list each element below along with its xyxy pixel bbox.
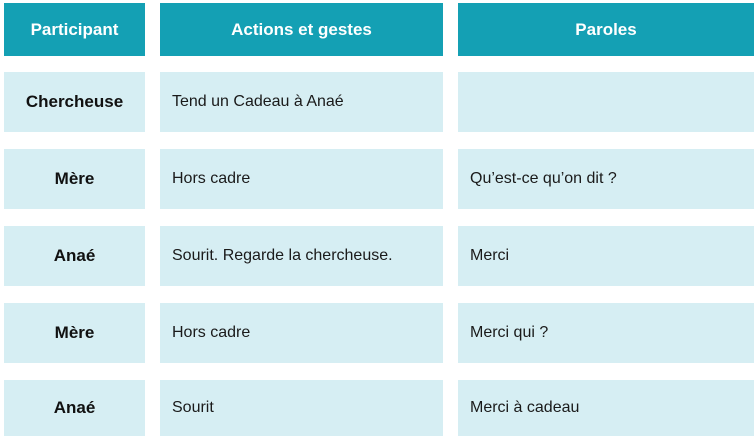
table-row-actions: Tend un Cadeau à Anaé [160,72,443,132]
header-paroles: Paroles [458,3,754,56]
table-row-paroles [458,72,754,132]
table-row-paroles: Qu’est-ce qu’on dit ? [458,149,754,209]
table-row-actions: Sourit [160,380,443,436]
table-row-paroles: Merci [458,226,754,286]
table-row-paroles: Merci à cadeau [458,380,754,436]
header-participant: Participant [4,3,145,56]
header-actions: Actions et gestes [160,3,443,56]
table-row-participant: Anaé [4,380,145,436]
table-row-actions: Hors cadre [160,149,443,209]
table-row-actions: Hors cadre [160,303,443,363]
table-row-paroles: Merci qui ? [458,303,754,363]
table-row-participant: Mère [4,303,145,363]
table-row-participant: Mère [4,149,145,209]
table-row-participant: Anaé [4,226,145,286]
table-row-actions: Sourit. Regarde la chercheuse. [160,226,443,286]
table-row-participant: Chercheuse [4,72,145,132]
